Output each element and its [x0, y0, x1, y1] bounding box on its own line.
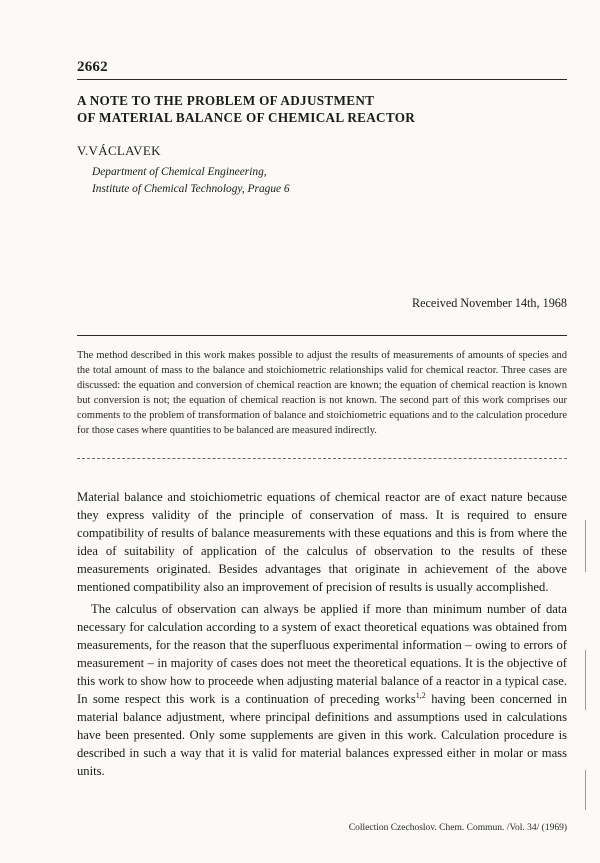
scan-margin-mark [585, 520, 586, 572]
author-affiliation [92, 164, 290, 198]
title-line-2: OF MATERIAL BALANCE OF CHEMICAL REACTOR [77, 110, 416, 125]
abstract-bottom-rule [77, 458, 567, 459]
journal-footer: Collection Czechoslov. Chem. Commun. /Vol. 34/ (1969) [348, 823, 567, 833]
author-name: V.VÁCLAVEK [77, 143, 161, 158]
abstract-text: The method described in this work makes possible to adjust the results of measurements of amounts of species and the total amount of mass to the balance and stoichiometric relationships valid for chemical reactor. Three cases are discussed: the equation and conversion of chemical reaction are known; the equation of chemical reaction is known but conversion is not; the equation of chemical reaction is not known. The second part of this work comprises our comments to the problem of transformation of balance and stoichiometric equations and to the calculation procedure for those cases where quantities to be balanced are measured indirectly. [77, 350, 567, 436]
body-paragraph-2 [77, 600, 567, 781]
article-body [77, 488, 567, 784]
scan-margin-mark [585, 770, 586, 810]
body-paragraph-1: Material balance and stoichiometric equations of chemical reactor are of exact nature because they express validity of the principle of conservation of mass. It is required to ensure compatibility of results of balance measurements with these equations and this is from where the idea of suitability of application of the calculus of observation to the results of these measurements originated. Besides advantages that originate in achievement of the above mentioned compatibility also an improvement of precision of results is usually accomplished. [77, 490, 567, 595]
header-rule [77, 79, 567, 80]
affiliation-line-1: Department of Chemical Engineering, [92, 166, 267, 178]
paragraph-2-text-b: having been concerned in material balance adjustment, where principal definitions and assumptions used in calculations have been presented. Only some supplements are given in this work. Calculation procedure is described in such a way that it is valid for material balances expressed either in molar or mass units. [77, 692, 568, 779]
affiliation-line-2: Institute of Chemical Technology, Prague 6 [92, 183, 290, 195]
reference-superscript: 1,2 [415, 690, 426, 700]
paragraph-2-text-a: The calculus of observation can always be applied if more than minimum number of data necessary for calculation according to a system of exact theoretical equations was obtained from measurements, for the reason that the superfluous experimental information – owing to errors of measurement – in majority of cases does not meet the theoretical equations. It is the objective of this work to show how to proceede when adjusting material balance of a reactor in a typical case. In some respect this work is a continuation of preceding works [77, 601, 567, 707]
received-date: Received November 14th, 1968 [411, 296, 567, 310]
page-number: 2662 [77, 59, 108, 75]
abstract-top-rule [77, 335, 567, 336]
article-title [77, 92, 557, 126]
title-line-1: A NOTE TO THE PROBLEM OF ADJUSTMENT [77, 93, 375, 108]
scan-margin-mark [585, 650, 586, 710]
